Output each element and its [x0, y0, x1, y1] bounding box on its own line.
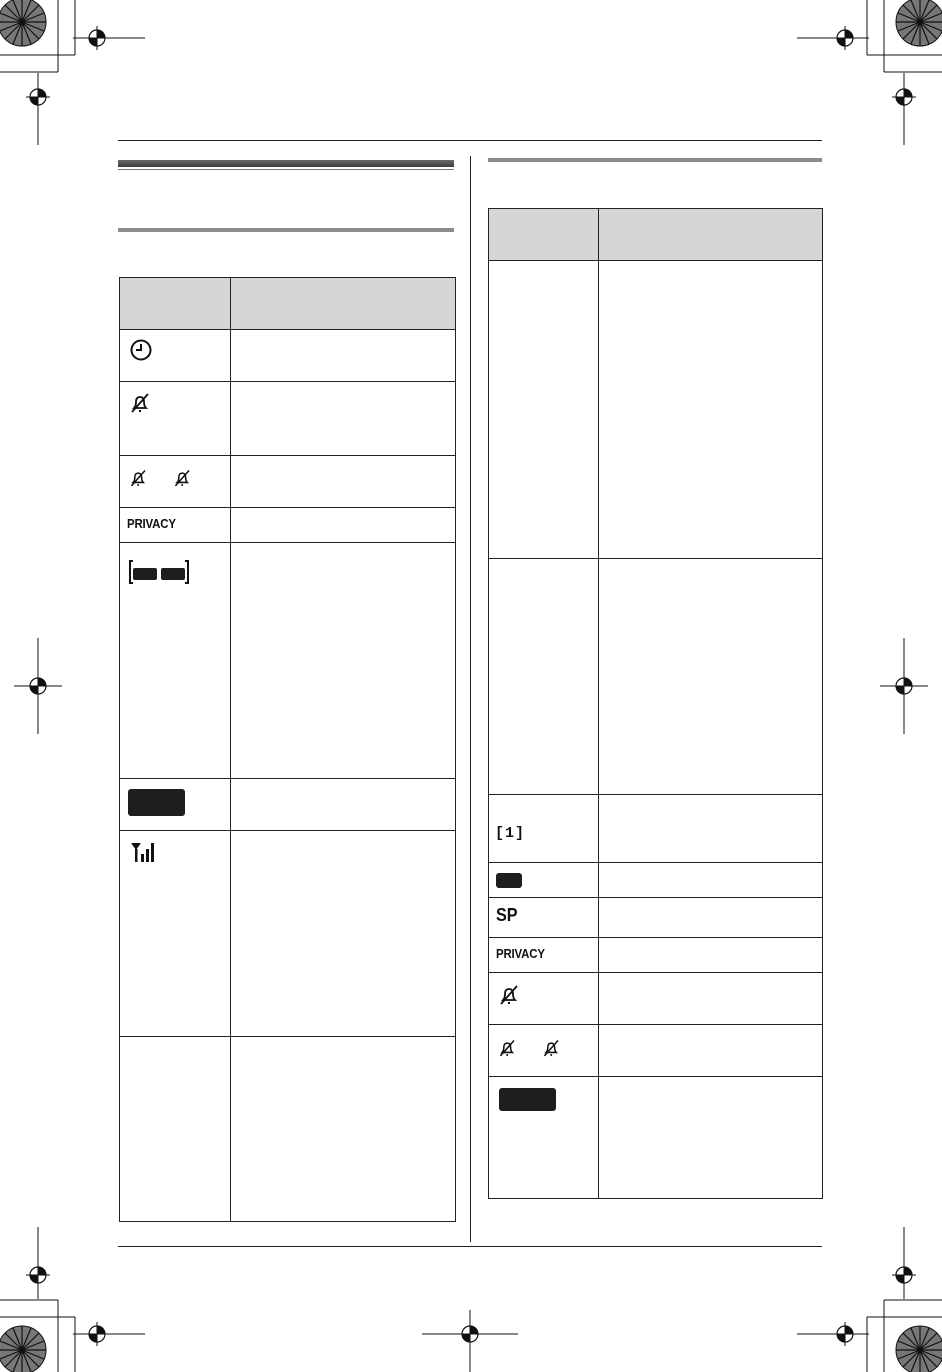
- row-description: [231, 1037, 456, 1222]
- small-block-icon: [496, 873, 522, 888]
- table-row: [120, 382, 456, 456]
- table-row: [120, 779, 456, 831]
- table-row: [489, 973, 823, 1025]
- table-header-meaning: [599, 209, 823, 261]
- line-status-box-icon: [128, 559, 190, 585]
- row-description: [599, 898, 823, 938]
- row-description: [599, 863, 823, 898]
- left-section-heading-underline: [118, 169, 454, 170]
- table-row: [120, 456, 456, 508]
- speaker-label: SP: [496, 905, 518, 925]
- table-header-icon: [489, 209, 599, 261]
- table-row: [489, 261, 823, 559]
- row-description: [599, 261, 823, 559]
- row-description: [231, 330, 456, 382]
- header-rule: [118, 140, 822, 141]
- row-description: [231, 382, 456, 456]
- ringer-off-icon: [128, 391, 152, 415]
- table-row: [489, 938, 823, 973]
- table-row: [120, 330, 456, 382]
- filled-block-icon: [499, 1088, 556, 1111]
- table-header-icon: [120, 278, 231, 330]
- clock-icon: [129, 338, 153, 362]
- row-description: [231, 543, 456, 779]
- row-description: [599, 973, 823, 1025]
- table-row: [489, 559, 823, 795]
- left-subsection-heading-bar: [118, 228, 454, 232]
- row-description: [599, 1025, 823, 1077]
- ringer-off-pair-icon: [497, 1038, 563, 1060]
- table-row: [489, 795, 823, 863]
- row-description: [231, 779, 456, 831]
- left-section-heading-bar: [118, 160, 454, 167]
- row-label: [489, 559, 599, 795]
- ringer-off-pair-icon: [128, 468, 194, 490]
- table-row: [489, 863, 823, 898]
- row-label: [489, 261, 599, 559]
- row-description: [231, 456, 456, 508]
- footer-rule: [118, 1246, 822, 1247]
- table-header-row: [120, 278, 456, 330]
- privacy-label: PRIVACY: [127, 516, 176, 531]
- right-icon-table: [488, 208, 823, 1199]
- table-header-row: [489, 209, 823, 261]
- row-description: [599, 795, 823, 863]
- signal-strength-icon: [130, 841, 158, 863]
- left-icon-table: [119, 277, 456, 1222]
- row-description: [599, 938, 823, 973]
- table-row: [120, 1037, 456, 1222]
- table-row: [120, 543, 456, 779]
- privacy-label: PRIVACY: [496, 946, 545, 961]
- handset-number-label: [1]: [495, 825, 526, 842]
- row-description: [599, 1077, 823, 1199]
- right-section-heading-bar: [488, 158, 822, 162]
- row-description: [599, 559, 823, 795]
- row-description: [231, 508, 456, 543]
- table-header-meaning: [231, 278, 456, 330]
- table-row: [489, 898, 823, 938]
- filled-block-icon: [128, 789, 185, 816]
- table-row: [120, 831, 456, 1037]
- row-label: [120, 1037, 231, 1222]
- table-row: [120, 508, 456, 543]
- table-row: [489, 1077, 823, 1199]
- table-row: [489, 1025, 823, 1077]
- row-description: [231, 831, 456, 1037]
- ringer-off-icon: [497, 983, 521, 1007]
- column-divider: [470, 156, 471, 1242]
